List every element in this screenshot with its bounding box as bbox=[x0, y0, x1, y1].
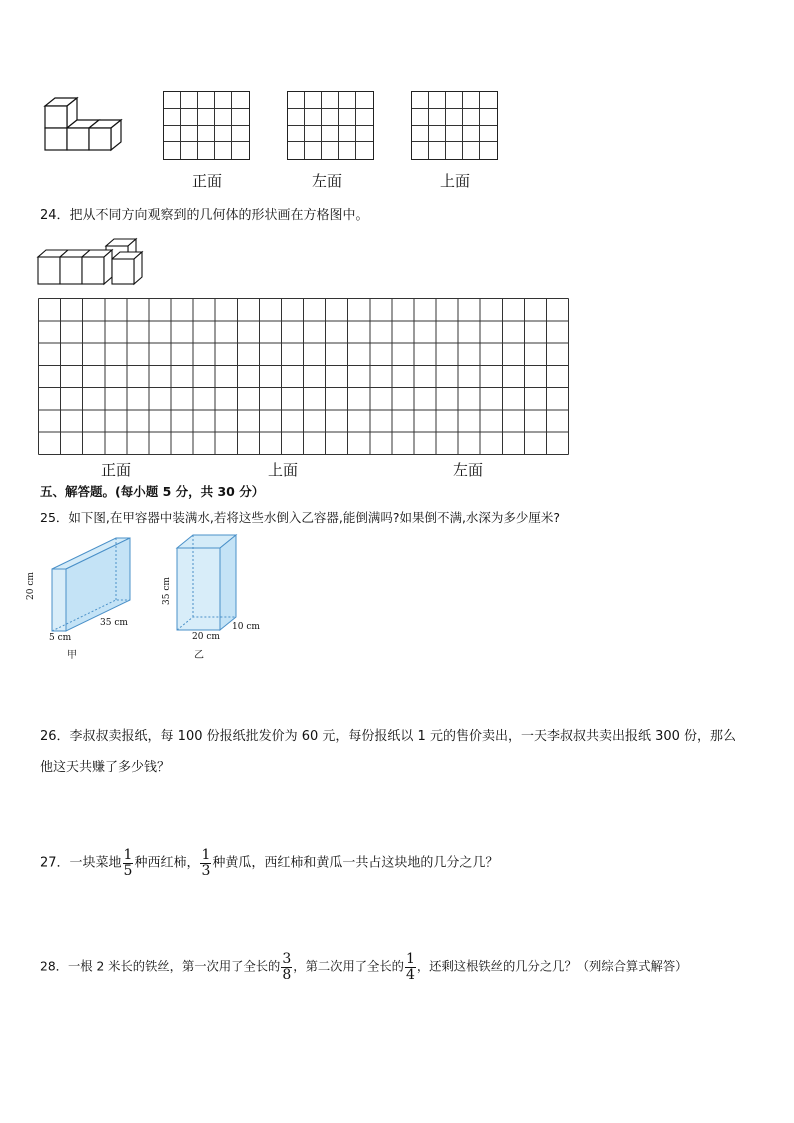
q24-drawing-grid[interactable] bbox=[38, 298, 569, 456]
jia-name: 甲 bbox=[67, 650, 77, 661]
yi-height-label: 35 cm bbox=[162, 577, 172, 605]
q23-left-grid[interactable] bbox=[287, 91, 374, 160]
q25-question: 25．如下图,在甲容器中装满水,若将这些水倒入乙容器,能倒满吗?如果倒不满,水深为多少厘米? bbox=[40, 510, 561, 525]
q24-cube-figure bbox=[36, 236, 154, 288]
q28-fraction-2: $\frac{1}{4}$ bbox=[405, 951, 415, 983]
q23-front-label: 正面 bbox=[192, 172, 223, 190]
yi-container-figure bbox=[175, 533, 240, 633]
q23-left-label: 左面 bbox=[312, 172, 343, 190]
q24-top-label: 上面 bbox=[268, 461, 299, 479]
q23-top-label: 上面 bbox=[440, 172, 471, 190]
q24-question: 24．把从不同方向观察到的几何体的形状画在方格图中。 bbox=[40, 208, 369, 223]
jia-height-label: 20 cm bbox=[26, 572, 36, 600]
q23-top-grid[interactable] bbox=[411, 91, 498, 160]
yi-width-label: 10 cm bbox=[232, 622, 260, 632]
q27-question: 27．一块菜地 $\frac{1}{5}$ 种西红柿， $\frac{1}{3}$ 种黄瓜，西红柿和黄瓜一共占这块地的几分之几？ bbox=[40, 847, 499, 879]
q27-fraction-2: $\frac{1}{3}$ bbox=[201, 847, 211, 879]
q24-left-label: 左面 bbox=[453, 461, 484, 479]
q28-fraction-1: $\frac{3}{8}$ bbox=[282, 951, 292, 983]
jia-length-label: 35 cm bbox=[100, 618, 128, 628]
q26-question-line1: 26．李叔叔卖报纸，每 100 份报纸批发价为 60 元，每份报纸以 1 元的售价卖出，一天李叔叔共卖出报纸 300 份，那么 bbox=[40, 729, 737, 744]
q27-fraction-1: $\frac{1}{5}$ bbox=[123, 847, 133, 879]
q26-question-line2: 他这天共赚了多少钱？ bbox=[40, 760, 171, 775]
q28-question: 28．一根 2 米长的铁丝，第一次用了全长的 $\frac{3}{8}$ ，第二次用了全长的 $\frac{1}{4}$ ，还剩这根铁丝的几分之几？（列综合算式解答） bbox=[40, 951, 688, 983]
jia-width-label: 5 cm bbox=[49, 633, 72, 643]
q23-front-grid[interactable] bbox=[163, 91, 250, 160]
yi-length-label: 20 cm bbox=[192, 632, 220, 642]
q23-cube-figure bbox=[40, 95, 130, 157]
yi-name: 乙 bbox=[194, 650, 204, 661]
section-title: 五、解答题。(每小题 5 分，共 30 分） bbox=[40, 484, 265, 499]
q24-front-label: 正面 bbox=[101, 461, 132, 479]
